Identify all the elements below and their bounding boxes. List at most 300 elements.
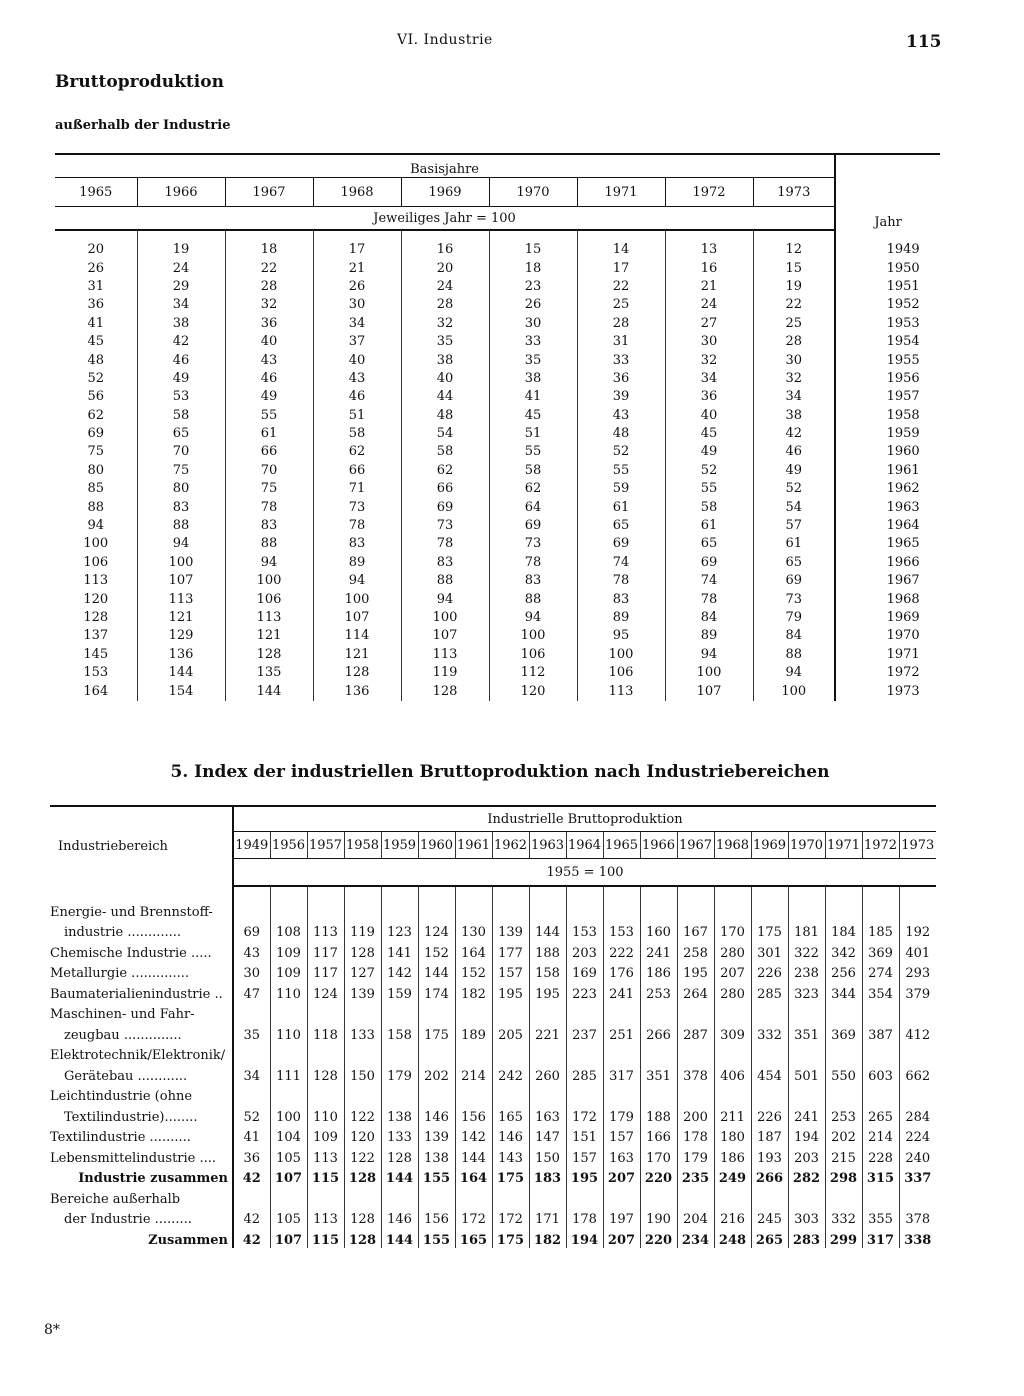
table-cell: 315 [862, 1166, 899, 1187]
row-year: 1954 [835, 333, 940, 351]
table-cell: 30 [233, 961, 270, 982]
table-cell: 100 [313, 590, 401, 608]
table-cell: 157 [603, 1125, 640, 1146]
row-year: 1967 [835, 572, 940, 590]
table-cell: 285 [751, 981, 788, 1002]
table-cell: 120 [83, 591, 109, 607]
table-cell: 88 [489, 590, 577, 608]
table-row [55, 315, 940, 333]
table-cell: 406 [714, 1063, 751, 1084]
table-cell: 144 [137, 664, 225, 682]
row-year: 1960 [835, 443, 940, 461]
table-cell: 237 [566, 1022, 603, 1043]
table-cell: 242 [492, 1063, 529, 1084]
table-row [55, 278, 940, 296]
table-cell: 662 [899, 1063, 936, 1084]
table-cell: 152 [418, 940, 455, 961]
table-cell: 203 [566, 940, 603, 961]
table-cell: 139 [418, 1125, 455, 1146]
table-cell: 75 [225, 480, 313, 498]
table-cell: 152 [455, 961, 492, 982]
year-header: 1973 [899, 832, 936, 859]
year-header: 1961 [455, 832, 492, 859]
table-cell: 158 [529, 961, 566, 982]
table-cell: 62 [401, 462, 489, 480]
table-row [55, 425, 940, 443]
table-cell: 188 [529, 940, 566, 961]
table-cell: 74 [665, 572, 753, 590]
table-cell: 107 [665, 682, 753, 700]
table-cell: 176 [603, 961, 640, 982]
table-cell: 172 [455, 1207, 492, 1228]
table-cell: 153 [566, 920, 603, 941]
base-year-header: 1967 [225, 178, 313, 207]
table-cell: 256 [825, 961, 862, 982]
table-cell: 164 [83, 683, 109, 699]
table-cell: 69 [87, 426, 105, 442]
table-cell: 65 [137, 425, 225, 443]
table-cell: 55 [225, 407, 313, 425]
table-cell: 58 [665, 498, 753, 516]
table-cell: 251 [603, 1022, 640, 1043]
table-cell: 142 [381, 961, 418, 982]
row-label-line1: Energie- und Brennstoff- [50, 904, 213, 920]
table-cell: 127 [344, 961, 381, 982]
table-cell: 193 [751, 1145, 788, 1166]
table-cell: 138 [381, 1104, 418, 1125]
table-cell: 43 [233, 940, 270, 961]
table-cell: 70 [225, 462, 313, 480]
table-cell: 220 [640, 1227, 677, 1248]
table-cell: 24 [137, 259, 225, 277]
table-cell: 65 [753, 554, 835, 572]
table-cell: 164 [455, 1166, 492, 1187]
table-cell: 49 [137, 370, 225, 388]
table-row [55, 462, 940, 480]
row-year: 1965 [835, 535, 940, 553]
row-label-line1: Elektrotechnik/Elektronik/ [50, 1048, 226, 1063]
table-cell: 154 [137, 682, 225, 700]
table-cell: 156 [418, 1207, 455, 1228]
table-cell: 110 [270, 1022, 307, 1043]
row-label: Gerätebau ............ [64, 1068, 188, 1084]
table-cell: 332 [825, 1207, 862, 1228]
table-cell: 24 [665, 296, 753, 314]
table-cell: 107 [270, 1166, 307, 1187]
table-cell: 34 [313, 315, 401, 333]
table-cell: 226 [751, 1104, 788, 1125]
table-row [50, 1125, 936, 1146]
table-row [50, 1104, 936, 1125]
table-cell: 189 [455, 1022, 492, 1043]
table-cell: 22 [577, 278, 665, 296]
table-cell: 153 [603, 920, 640, 941]
table-cell: 43 [577, 407, 665, 425]
table1-bruttoproduktion [55, 153, 940, 701]
table-cell: 20 [401, 259, 489, 277]
table-cell: 322 [788, 940, 825, 961]
table-cell: 194 [566, 1227, 603, 1248]
row-label: Zusammen [148, 1232, 228, 1248]
table-row [55, 627, 940, 645]
table-cell: 36 [577, 370, 665, 388]
table-cell: 62 [87, 407, 105, 423]
row-label: Textilindustrie)........ [64, 1109, 198, 1125]
table-cell: 45 [489, 407, 577, 425]
table-cell: 100 [83, 536, 109, 552]
table-cell: 145 [83, 646, 109, 662]
table-cell: 48 [577, 425, 665, 443]
table-cell: 65 [665, 535, 753, 553]
table-cell: 121 [313, 646, 401, 664]
table-cell: 248 [714, 1227, 751, 1248]
row-label: industrie ............. [64, 925, 182, 940]
year-header: 1960 [418, 832, 455, 859]
year-header: 1965 [603, 832, 640, 859]
table-row [55, 333, 940, 351]
table-cell: 266 [751, 1166, 788, 1187]
table-cell: 282 [788, 1166, 825, 1187]
table-cell: 120 [489, 682, 577, 700]
table-cell: 603 [862, 1063, 899, 1084]
table-cell: 241 [788, 1104, 825, 1125]
table-cell: 128 [225, 646, 313, 664]
table-cell: 121 [137, 609, 225, 627]
table-cell: 69 [665, 554, 753, 572]
table-cell: 144 [529, 920, 566, 941]
table-cell: 185 [862, 920, 899, 941]
table-cell: 89 [313, 554, 401, 572]
table-cell: 94 [489, 609, 577, 627]
table-cell: 108 [270, 920, 307, 941]
table-cell: 38 [489, 370, 577, 388]
table-cell: 195 [566, 1166, 603, 1187]
table-cell: 28 [401, 296, 489, 314]
table-cell: 40 [313, 351, 401, 369]
table-cell: 83 [137, 498, 225, 516]
table-cell: 38 [401, 351, 489, 369]
table-cell: 205 [492, 1022, 529, 1043]
row-year: 1973 [835, 682, 940, 700]
year-header: 1956 [270, 832, 307, 859]
year-header: 1959 [381, 832, 418, 859]
table-cell: 107 [313, 609, 401, 627]
table-cell: 85 [87, 481, 105, 497]
table-cell: 146 [381, 1207, 418, 1228]
table-cell: 40 [401, 370, 489, 388]
table-cell: 46 [313, 388, 401, 406]
table-cell: 355 [862, 1207, 899, 1228]
table-cell: 144 [455, 1145, 492, 1166]
table-cell: 16 [665, 259, 753, 277]
table-cell: 186 [714, 1145, 751, 1166]
row-label: Textilindustrie .......... [50, 1130, 191, 1145]
table-cell: 94 [401, 590, 489, 608]
table-cell: 100 [577, 646, 665, 664]
table-cell: 157 [492, 961, 529, 982]
table-cell: 45 [87, 334, 105, 350]
table-cell: 33 [577, 351, 665, 369]
table-cell: 19 [137, 230, 225, 259]
table-cell: 34 [753, 388, 835, 406]
table-cell: 25 [753, 315, 835, 333]
base-year-header: 1970 [489, 178, 577, 207]
table-row [55, 230, 940, 259]
table-cell: 52 [233, 1104, 270, 1125]
table-cell: 337 [899, 1166, 936, 1187]
table-cell: 88 [753, 646, 835, 664]
table-cell: 17 [313, 230, 401, 259]
table-cell: 73 [753, 590, 835, 608]
table-cell: 144 [381, 1227, 418, 1248]
table-cell: 113 [307, 920, 344, 941]
table-cell: 224 [899, 1125, 936, 1146]
table-cell: 387 [862, 1022, 899, 1043]
table-cell: 128 [344, 1227, 381, 1248]
table-cell: 69 [401, 498, 489, 516]
table-cell: 115 [307, 1227, 344, 1248]
table-cell: 298 [825, 1166, 862, 1187]
table-cell: 180 [714, 1125, 751, 1146]
table-cell: 106 [577, 664, 665, 682]
table-cell: 178 [566, 1207, 603, 1228]
table-cell: 344 [825, 981, 862, 1002]
table-cell: 144 [225, 682, 313, 700]
table-row [55, 646, 940, 664]
table-cell: 146 [492, 1125, 529, 1146]
table-cell: 113 [137, 590, 225, 608]
table-cell: 141 [381, 940, 418, 961]
year-header: 1970 [788, 832, 825, 859]
table-cell: 190 [640, 1207, 677, 1228]
table-cell: 66 [401, 480, 489, 498]
row-year: 1956 [835, 370, 940, 388]
year-header: 1958 [344, 832, 381, 859]
table-cell: 253 [640, 981, 677, 1002]
table-cell: 40 [665, 407, 753, 425]
row-year: 1970 [835, 627, 940, 645]
row-year: 1968 [835, 590, 940, 608]
table-cell: 14 [577, 230, 665, 259]
table-cell: 28 [577, 315, 665, 333]
table-cell: 94 [665, 646, 753, 664]
row-year: 1952 [835, 296, 940, 314]
table-cell: 139 [344, 981, 381, 1002]
table-cell: 32 [225, 296, 313, 314]
table-cell: 309 [714, 1022, 751, 1043]
table-cell: 299 [825, 1227, 862, 1248]
table-cell: 118 [307, 1022, 344, 1043]
table-cell: 136 [313, 682, 401, 700]
table-cell: 20 [87, 242, 105, 258]
table-cell: 19 [753, 278, 835, 296]
base-year-label: 1955 = 100 [233, 859, 936, 887]
table-cell: 226 [751, 961, 788, 982]
table-cell: 156 [455, 1104, 492, 1125]
table-cell: 58 [489, 462, 577, 480]
table-cell: 32 [753, 370, 835, 388]
table-cell: 550 [825, 1063, 862, 1084]
year-header: 1963 [529, 832, 566, 859]
table-row [50, 1145, 936, 1166]
table-cell: 200 [677, 1104, 714, 1125]
table-cell: 117 [307, 961, 344, 982]
table-cell: 175 [751, 920, 788, 941]
table-cell: 38 [137, 315, 225, 333]
table-cell: 155 [418, 1227, 455, 1248]
table-cell: 155 [418, 1166, 455, 1187]
row-label: zeugbau .............. [64, 1027, 182, 1043]
table-cell: 147 [529, 1125, 566, 1146]
table-cell: 58 [401, 443, 489, 461]
table-row [55, 296, 940, 314]
table1-subtitle: außerhalb der Industrie [55, 118, 231, 133]
table-cell: 143 [492, 1145, 529, 1166]
table-cell: 40 [225, 333, 313, 351]
table-cell: 78 [401, 535, 489, 553]
table-cell: 283 [788, 1227, 825, 1248]
table-cell: 17 [577, 259, 665, 277]
table-cell: 49 [225, 388, 313, 406]
row-year: 1964 [835, 517, 940, 535]
table-cell: 88 [401, 572, 489, 590]
table-cell: 150 [529, 1145, 566, 1166]
table-cell: 110 [307, 1104, 344, 1125]
table-cell: 41 [233, 1125, 270, 1146]
row-year: 1951 [835, 278, 940, 296]
table-cell: 106 [225, 590, 313, 608]
table-cell: 78 [665, 590, 753, 608]
table-cell: 56 [87, 389, 105, 405]
table-cell: 186 [640, 961, 677, 982]
table-cell: 220 [640, 1166, 677, 1187]
table-cell: 69 [577, 535, 665, 553]
table-cell: 197 [603, 1207, 640, 1228]
table-cell: 128 [344, 1207, 381, 1228]
row-label: der Industrie ......... [64, 1212, 192, 1227]
table-cell: 249 [714, 1166, 751, 1187]
table-cell: 223 [566, 981, 603, 1002]
table-cell: 128 [313, 664, 401, 682]
year-column-header: Jahr [835, 154, 940, 230]
table-cell: 18 [225, 230, 313, 259]
table-cell: 171 [529, 1207, 566, 1228]
table-row [55, 370, 940, 388]
table-cell: 221 [529, 1022, 566, 1043]
table-row [55, 682, 940, 700]
table-cell: 58 [137, 407, 225, 425]
table-cell: 113 [401, 646, 489, 664]
table-cell: 107 [401, 627, 489, 645]
base-year-header: 1972 [665, 178, 753, 207]
table-cell: 13 [665, 230, 753, 259]
table-cell: 454 [751, 1063, 788, 1084]
year-header: 1972 [862, 832, 899, 859]
table-row [50, 961, 936, 982]
table-cell: 204 [677, 1207, 714, 1228]
table-cell: 39 [577, 388, 665, 406]
table-cell: 78 [577, 572, 665, 590]
table-cell: 153 [83, 665, 109, 681]
table-cell: 51 [313, 407, 401, 425]
table-cell: 32 [665, 351, 753, 369]
table-cell: 317 [603, 1063, 640, 1084]
table-cell: 46 [753, 443, 835, 461]
table-cell: 317 [862, 1227, 899, 1248]
table-cell: 119 [344, 920, 381, 941]
table-cell: 332 [751, 1022, 788, 1043]
table-cell: 34 [137, 296, 225, 314]
table-cell: 136 [137, 646, 225, 664]
table-cell: 49 [753, 462, 835, 480]
row-label: Industrie zusammen [78, 1171, 228, 1186]
table-cell: 195 [529, 981, 566, 1002]
table-cell: 369 [825, 1022, 862, 1043]
table-cell: 323 [788, 981, 825, 1002]
table-cell: 179 [603, 1104, 640, 1125]
table-cell: 80 [87, 462, 105, 478]
table-cell: 284 [899, 1104, 936, 1125]
table-cell: 104 [270, 1125, 307, 1146]
table-cell: 30 [489, 315, 577, 333]
table-cell: 74 [577, 554, 665, 572]
table-cell: 280 [714, 940, 751, 961]
table-cell: 54 [753, 498, 835, 516]
table-cell: 61 [577, 498, 665, 516]
table-cell: 31 [577, 333, 665, 351]
table-cell: 211 [714, 1104, 751, 1125]
row-year: 1955 [835, 351, 940, 369]
group-header: Industrielle Bruttoproduktion [233, 806, 936, 832]
table-cell: 265 [862, 1104, 899, 1125]
table-cell: 107 [137, 572, 225, 590]
table-cell: 133 [381, 1125, 418, 1146]
table-cell: 128 [381, 1145, 418, 1166]
table-cell: 133 [344, 1022, 381, 1043]
table-cell: 35 [401, 333, 489, 351]
table-row [50, 920, 936, 941]
table-cell: 124 [307, 981, 344, 1002]
table-cell: 26 [87, 260, 105, 276]
table-cell: 207 [714, 961, 751, 982]
row-year: 1953 [835, 315, 940, 333]
table-cell: 70 [137, 443, 225, 461]
table-cell: 139 [492, 920, 529, 941]
table-cell: 235 [677, 1166, 714, 1187]
table-cell: 106 [489, 646, 577, 664]
table-cell: 241 [603, 981, 640, 1002]
table-cell: 35 [233, 1022, 270, 1043]
table-cell: 165 [455, 1227, 492, 1248]
table-cell: 146 [418, 1104, 455, 1125]
table-cell: 138 [418, 1145, 455, 1166]
table-cell: 215 [825, 1145, 862, 1166]
table-cell: 157 [566, 1145, 603, 1166]
table-cell: 106 [83, 554, 109, 570]
row-year: 1958 [835, 407, 940, 425]
basis-years-label: Basisjahre [55, 154, 835, 178]
table-cell: 61 [225, 425, 313, 443]
table-cell: 165 [492, 1104, 529, 1125]
table-cell: 38 [753, 407, 835, 425]
table-cell: 15 [753, 259, 835, 277]
table-cell: 100 [137, 554, 225, 572]
table-row [55, 572, 940, 590]
table-cell: 65 [577, 517, 665, 535]
base-year-header: 1973 [753, 178, 835, 207]
table-cell: 122 [344, 1145, 381, 1166]
table-cell: 264 [677, 981, 714, 1002]
